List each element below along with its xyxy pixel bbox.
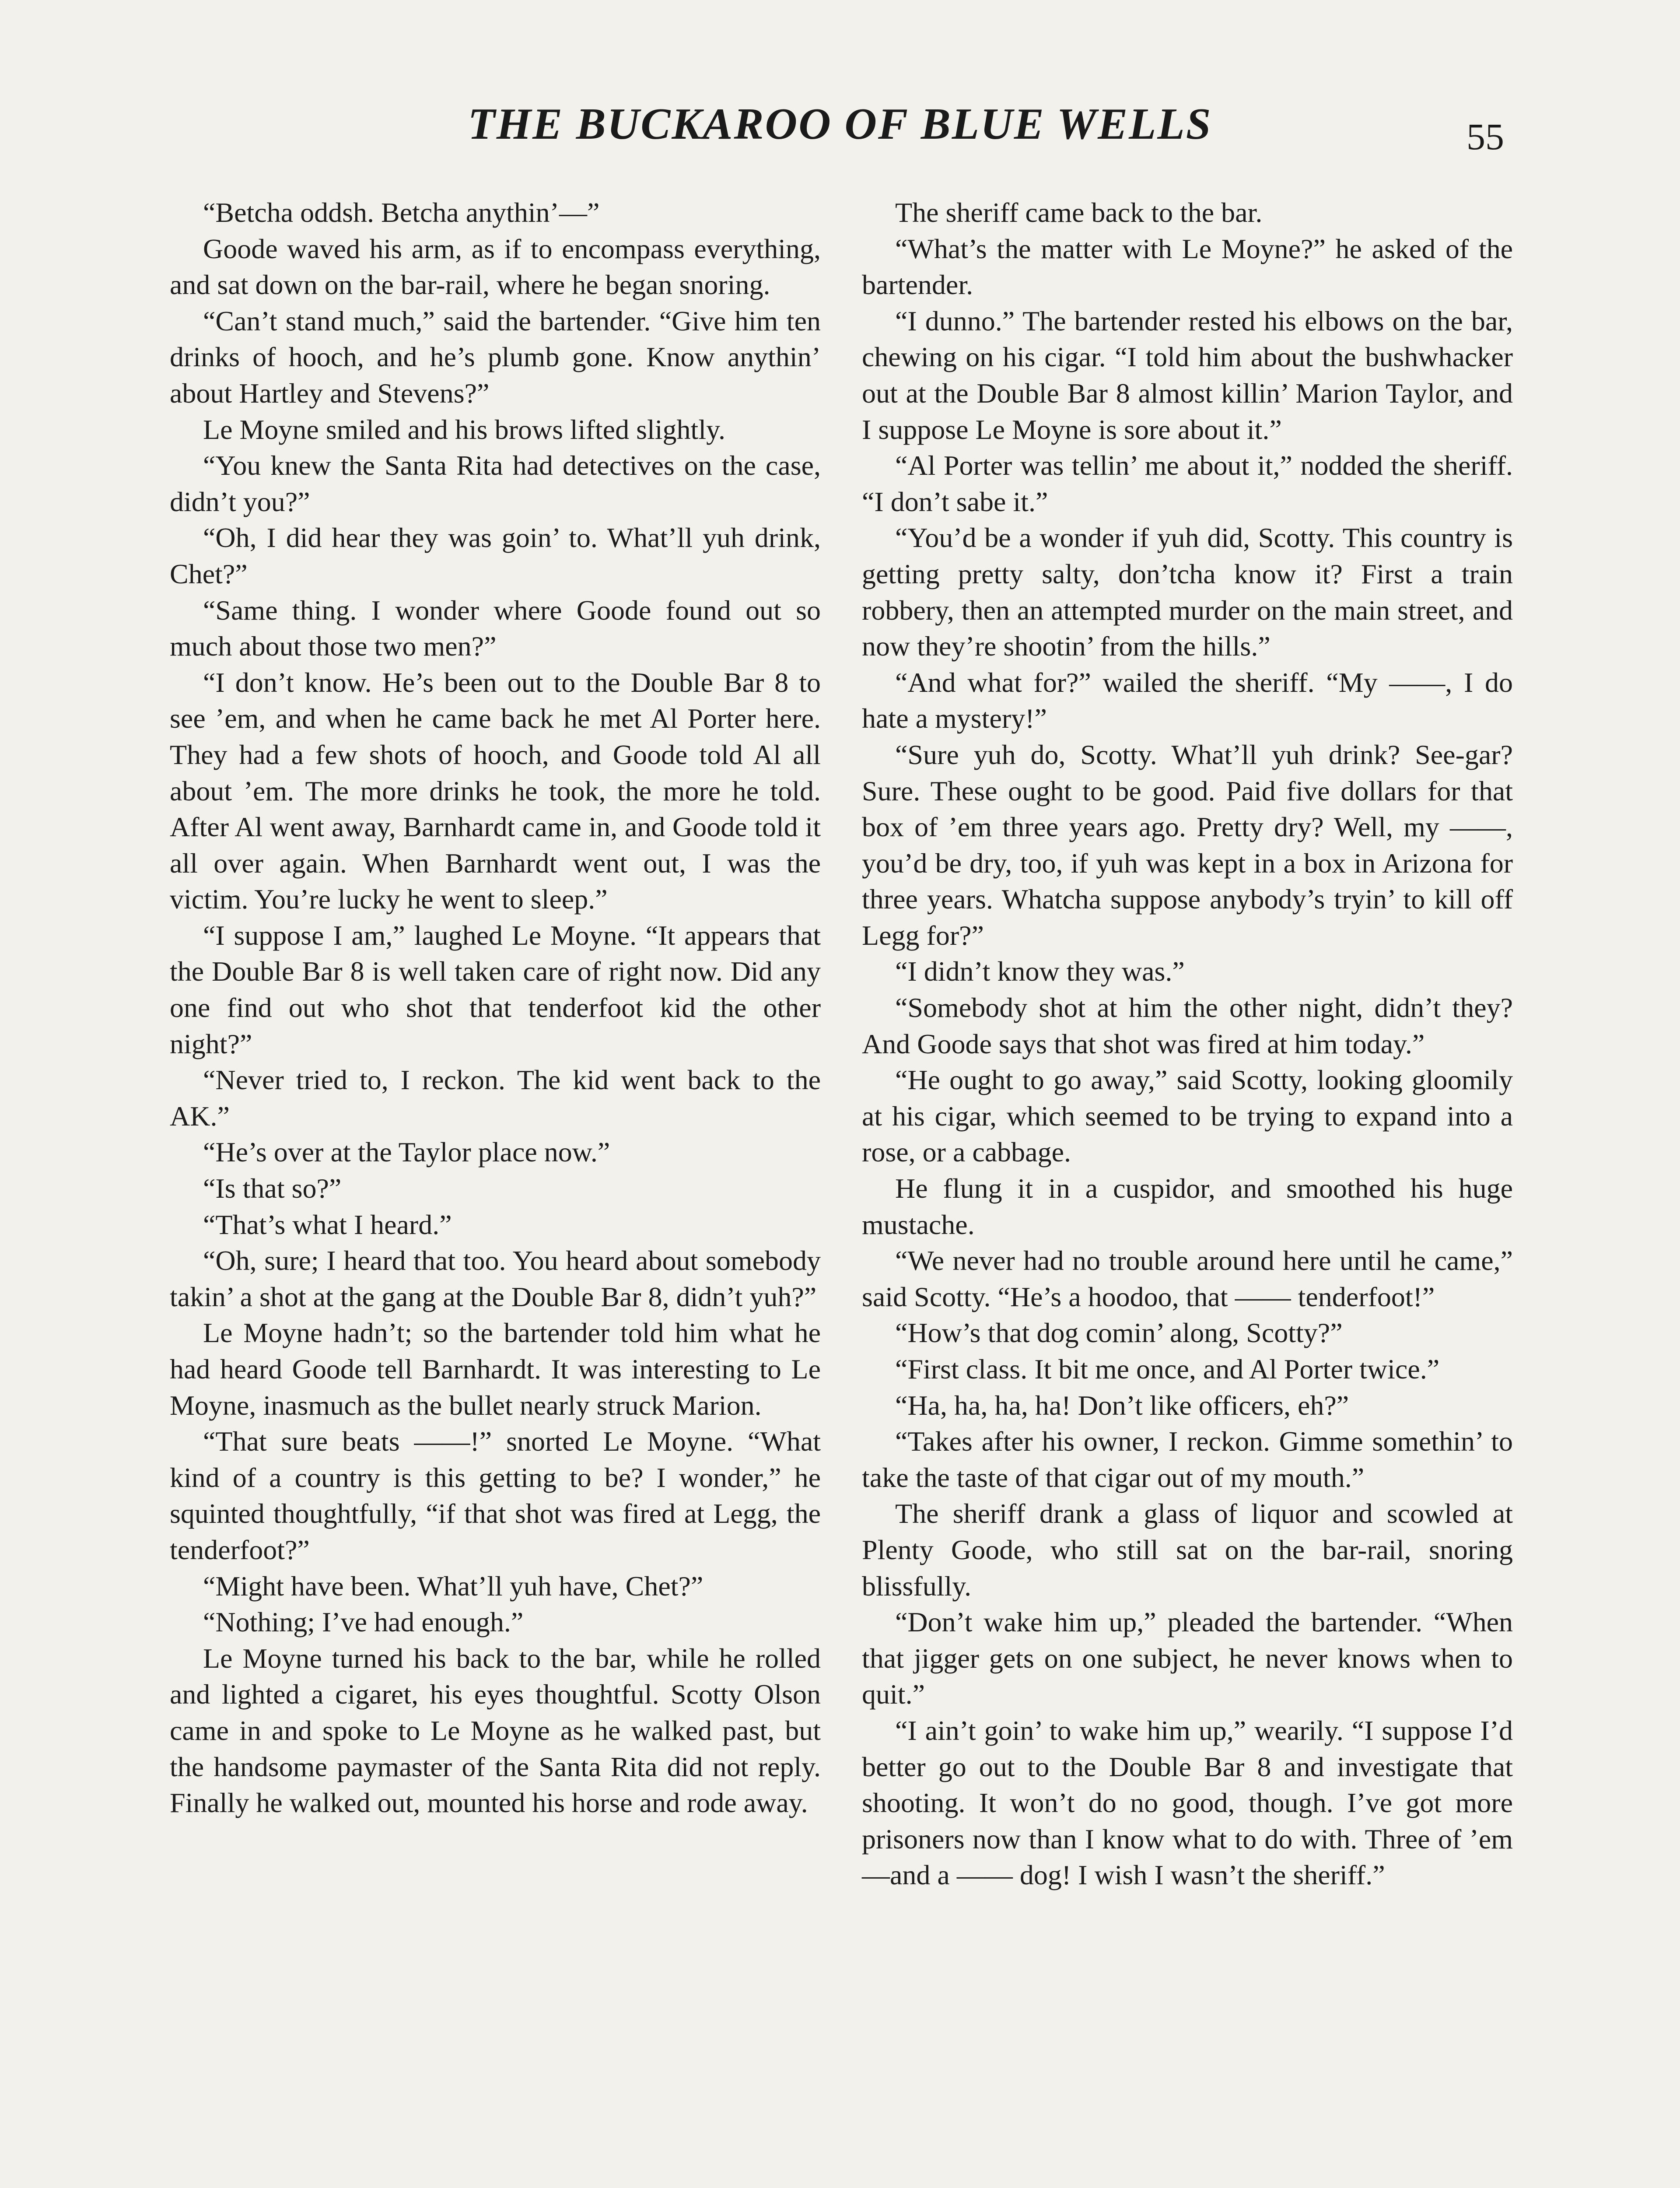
paragraph: “That sure beats ——!” snorted Le Moyne. “What kind of a country is this getting to be? I wonder,” he squinted thoughtfully, “if that shot was fired at Legg, the tenderfoot?” (170, 1426, 821, 1565)
page-number: 55 (1466, 116, 1504, 158)
paragraph: “Is that so?” (203, 1173, 342, 1204)
paragraph: “He ought to go away,” said Scotty, looking gloomily at his cigar, which seemed to be trying to expand into a rose, or a cabbage. (862, 1064, 1513, 1168)
paragraph: “What’s the matter with Le Moyne?” he asked of the bartender. (862, 233, 1513, 301)
paragraph: “Ha, ha, ha, ha! Don’t like officers, eh?” (895, 1389, 1349, 1421)
paragraph: “Takes after his owner, I reckon. Gimme somethin’ to take the taste of that cigar out of my mouth.” (862, 1426, 1513, 1493)
paragraph: “We never had no trouble around here until he came,” said Scotty. “He’s a hoodoo, that —— tenderfoot!” (862, 1245, 1513, 1312)
paragraph: “That’s what I heard.” (203, 1209, 452, 1240)
paragraph: “How’s that dog comin’ along, Scotty?” (895, 1317, 1343, 1349)
paragraph: The sheriff drank a glass of liquor and scowled at Plenty Goode, who still sat on the bar-rail, snoring blissfully. (862, 1498, 1513, 1602)
paragraph: Le Moyne hadn’t; so the bartender told him what he had heard Goode tell Barnhardt. It was interesting to Le Moyne, inasmuch as the bullet nearly struck Marion. (170, 1317, 821, 1421)
text-column-left (170, 195, 821, 1821)
paragraph: “Never tried to, I reckon. The kid went back to the AK.” (170, 1064, 821, 1132)
paragraph: Le Moyne smiled and his brows lifted slightly. (203, 414, 725, 445)
paragraph: “Oh, sure; I heard that too. You heard about somebody takin’ a shot at the gang at the Double Bar 8, didn’t yuh?” (170, 1245, 821, 1312)
paragraph: “And what for?” wailed the sheriff. “My ——, I do hate a mystery!” (862, 666, 1513, 734)
paragraph: “Betcha oddsh. Betcha anythin’—” (203, 197, 600, 228)
paragraph: “He’s over at the Taylor place now.” (203, 1136, 610, 1168)
paragraph: Goode waved his arm, as if to encompass everything, and sat down on the bar-rail, where he began snoring. (170, 233, 821, 301)
paragraph: “I ain’t goin’ to wake him up,” wearily. “I suppose I’d better go out to the Double Bar 8 and investigate that shooting. It won’t do no good, though. I’ve got more prisoners now than I know what to do with. Three of ’em—and a —— dog! I wish I wasn’t the sheriff.” (862, 1715, 1513, 1891)
paragraph: “Don’t wake him up,” pleaded the bartender. “When that jigger gets on one subject, he never knows when to quit.” (862, 1606, 1513, 1710)
paragraph: “You’d be a wonder if yuh did, Scotty. This country is getting pretty salty, don’tcha know it? First a train robbery, then an attempted murder on the main street, and now they’re shootin’ from the hills.” (862, 522, 1513, 662)
paragraph: “You knew the Santa Rita had detectives on the case, didn’t you?” (170, 450, 821, 517)
paragraph: “Same thing. I wonder where Goode found out so much about those two men?” (170, 594, 821, 662)
paragraph: “Somebody shot at him the other night, didn’t they? And Goode says that shot was fired at him today.” (862, 992, 1513, 1059)
paragraph: “Might have been. What’ll yuh have, Chet?” (203, 1570, 704, 1602)
paragraph: He flung it in a cuspidor, and smoothed his huge mustache. (862, 1173, 1513, 1240)
paragraph: The sheriff came back to the bar. (895, 197, 1263, 228)
paragraph: “Al Porter was tellin’ me about it,” nodded the sheriff. “I don’t sabe it.” (862, 450, 1513, 517)
paragraph: “I suppose I am,” laughed Le Moyne. “It appears that the Double Bar 8 is well taken care of right now. Did any one find out who shot that tenderfoot kid the other night?” (170, 919, 821, 1059)
paragraph: “Oh, I did hear they was goin’ to. What’ll yuh drink, Chet?” (170, 522, 821, 589)
paragraph: “Can’t stand much,” said the bartender. “Give him ten drinks of hooch, and he’s plumb gone. Know anythin’ about Hartley and Stevens?” (170, 305, 821, 409)
paragraph: “I didn’t know they was.” (895, 956, 1185, 987)
paragraph: “Nothing; I’ve had enough.” (203, 1606, 524, 1638)
text-column-right (862, 195, 1513, 1893)
paragraph: “Sure yuh do, Scotty. What’ll yuh drink? See-gar? Sure. These ought to be good. Paid five dollars for that box of ’em three years ago. Pretty dry? Well, my ——, you’d be dry, too, if yuh was kept in a box in Arizona for three years. Whatcha suppose anybody’s tryin’ to kill off Legg for?” (862, 739, 1513, 951)
paragraph: “First class. It bit me once, and Al Porter twice.” (895, 1353, 1440, 1385)
paragraph: “I don’t know. He’s been out to the Double Bar 8 to see ’em, and when he came back he met Al Porter here. They had a few shots of hooch, and Goode told Al all about ’em. The more drinks he took, the more he told. After Al went away, Barnhardt came in, and Goode told it all over again. When Barnhardt went out, I was the victim. You’re lucky he went to sleep.” (170, 666, 821, 915)
paragraph: “I dunno.” The bartender rested his elbows on the bar, chewing on his cigar. “I told him about the bushwhacker out at the Double Bar 8 almost killin’ Marion Taylor, and I suppose Le Moyne is sore about it.” (862, 305, 1513, 445)
paragraph: Le Moyne turned his back to the bar, while he rolled and lighted a cigaret, his eyes thoughtful. Scotty Olson came in and spoke to Le Moyne as he walked past, but the handsome paymaster of the Santa Rita did not reply. Finally he walked out, mounted his horse and rode away. (170, 1642, 821, 1819)
page-title: THE BUCKAROO OF BLUE WELLS (468, 99, 1212, 149)
